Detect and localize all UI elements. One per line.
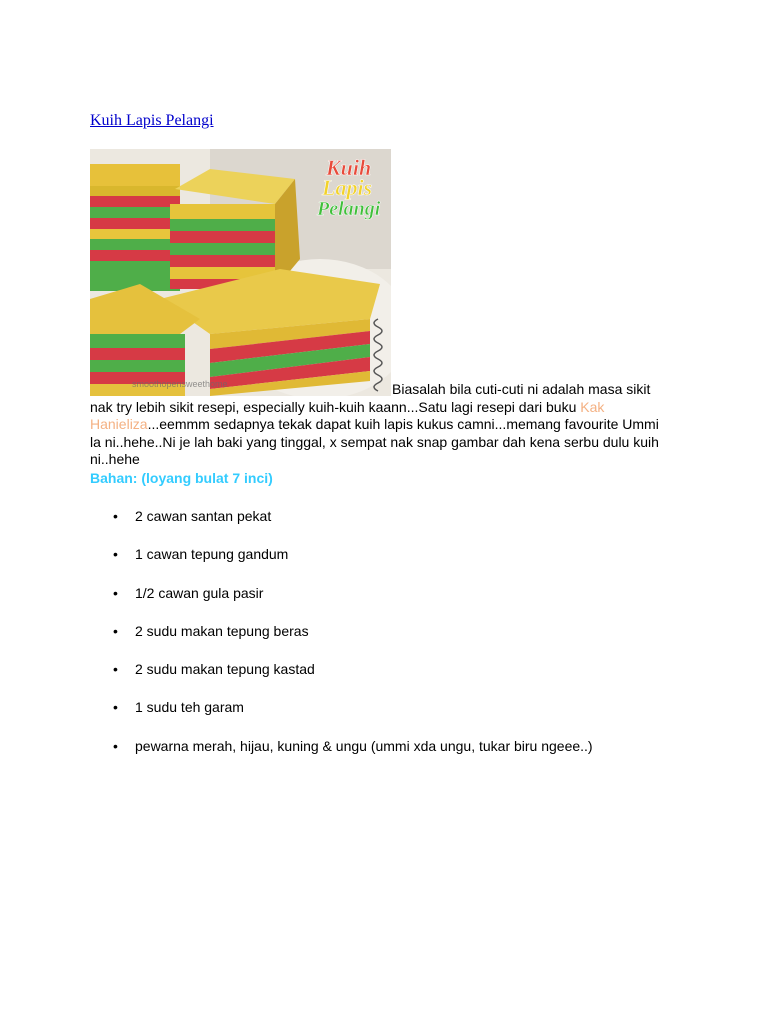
- author-highlight: Kak Hanieliza: [90, 398, 605, 433]
- intro-text-part-1: Biasalah bila cuti-cuti ni adalah masa sikit nak try lebih sikit resepi, especially kuih-kuih kaann...Satu lagi resepi dari buku: [90, 381, 651, 415]
- ingredient-text: 2 sudu makan tepung kastad: [135, 661, 315, 678]
- photo-watermark: smoothopensweethome: [132, 379, 228, 389]
- ingredient-text: 1/2 cawan gula pasir: [135, 584, 264, 601]
- intro-text-part-2: ...eemmm sedapnya tekak dapat kuih lapis kukus camni...memang favourite Ummi la ni..hehe..Ni je lah baki yang tinggal, x sempat nak snap gambar dah kena serbu dulu kuih ni..hehe: [90, 416, 659, 468]
- bullet-icon: •: [113, 584, 118, 601]
- intro-paragraph: [90, 381, 672, 469]
- recipe-title-link[interactable]: Kuih Lapis Pelangi: [90, 112, 214, 129]
- cake-piece-left-back: [90, 164, 180, 291]
- ingredient-text: pewarna merah, hijau, kuning & ungu (ummi xda ungu, tukar biru ngeee..): [135, 737, 593, 754]
- bullet-icon: •: [113, 508, 118, 524]
- photo-overlay-line-2: Lapis: [322, 175, 373, 200]
- photo-overlay-line-1: Kuih: [326, 155, 372, 180]
- kuih-lapis-photo: [90, 149, 391, 396]
- bullet-icon: •: [113, 737, 118, 754]
- ingredient-text: 2 sudu makan tepung beras: [135, 622, 309, 639]
- photo-overlay-line-3: Pelangi: [317, 198, 381, 220]
- ingredients-heading: Bahan: (loyang bulat 7 inci): [90, 470, 273, 486]
- bullet-icon: •: [113, 622, 118, 639]
- bullet-icon: •: [113, 546, 118, 563]
- ingredient-text: 1 sudu teh garam: [135, 699, 244, 716]
- ingredient-text: 1 cawan tepung gandum: [135, 546, 289, 563]
- bullet-icon: •: [113, 699, 118, 716]
- bullet-icon: •: [113, 661, 118, 678]
- ingredient-text: 2 cawan santan pekat: [135, 508, 272, 524]
